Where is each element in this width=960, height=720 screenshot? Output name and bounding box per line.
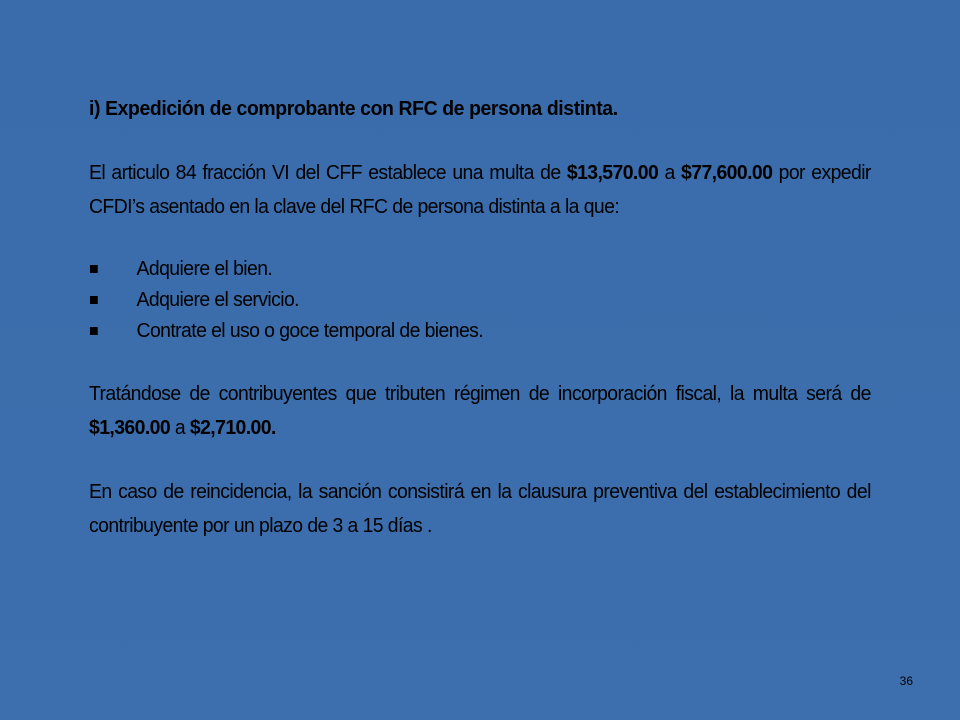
- fine-text-3: por expedir CFDI’s asentado en la clave del RFC de persona distinta a la que:: [89, 162, 871, 218]
- list-item-text: Adquiere el servicio.: [136, 289, 300, 311]
- square-bullet-icon: [90, 327, 98, 335]
- list-item: [89, 316, 871, 347]
- list-item-text: Contrate el uso o goce temporal de bienes.: [136, 320, 484, 342]
- fine-paragraph: [89, 156, 871, 224]
- rif-paragraph: [89, 377, 871, 445]
- list-item-text: Adquiere el bien.: [136, 258, 273, 280]
- slide-content: [89, 92, 871, 543]
- rif-text-2: a: [170, 417, 190, 439]
- page-number: 36: [899, 674, 913, 688]
- fine-amount-max: $77,600.00: [681, 162, 773, 184]
- spacer: [89, 445, 871, 475]
- square-bullet-icon: [90, 265, 98, 273]
- list-item: [89, 254, 871, 285]
- spacer: [89, 347, 871, 377]
- square-bullet-icon: [90, 296, 98, 304]
- rif-text-1: Tratándose de contribuyentes que tributen régimen de incorporación fiscal, la multa será de: [89, 383, 871, 405]
- spacer: [89, 126, 871, 156]
- fine-text-1: El articulo 84 fracción VI del CFF establece una multa de: [89, 162, 567, 184]
- list-item: [89, 285, 871, 316]
- rif-amount-max: $2,710.00.: [189, 417, 276, 439]
- spacer: [89, 224, 871, 254]
- rif-amount-min: $1,360.00: [89, 417, 171, 439]
- bullet-list: [89, 254, 871, 347]
- fine-amount-min: $13,570.00: [566, 162, 659, 184]
- fine-text-2: a: [658, 162, 682, 184]
- slide-heading: i) Expedición de comprobante con RFC de persona distinta.: [89, 98, 618, 120]
- reincidence-paragraph: En caso de reincidencia, la sanción consistirá en la clausura preventiva del establecimiento del contribuyente por un plazo de 3 a 15 días .: [89, 481, 871, 537]
